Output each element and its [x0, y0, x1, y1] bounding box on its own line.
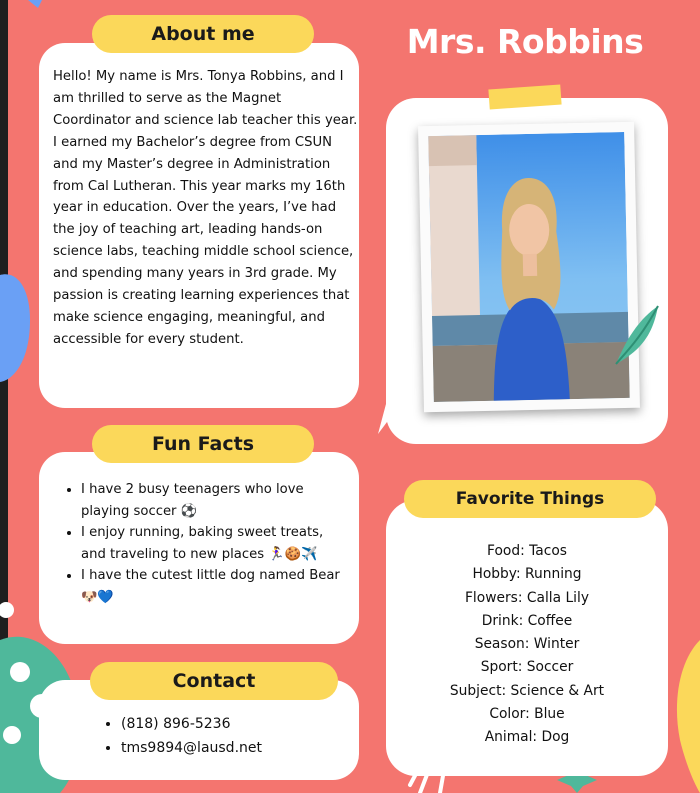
favorite-subject: Subject: Science & Art	[449, 682, 605, 699]
fun-facts-heading-pill	[92, 425, 314, 463]
card-tail	[370, 400, 410, 440]
yellow-blob-right	[677, 640, 700, 793]
page-title: Mrs. Robbins	[406, 22, 644, 61]
list-item: • I have 2 busy teenagers who love playing soccer ⚽	[81, 479, 347, 522]
contact-phone: • (818) 896-5236	[121, 712, 333, 736]
white-dot	[0, 602, 14, 618]
blue-blob	[0, 274, 30, 382]
favorite-hobby: Hobby: Running	[472, 566, 582, 583]
favorite-flowers: Flowers: Calla Lily	[465, 589, 589, 606]
contact-list	[103, 712, 333, 760]
about-heading-pill	[92, 15, 314, 53]
blue-corner	[28, 0, 42, 8]
favorite-animal: Animal: Dog	[484, 729, 570, 746]
fun-facts-list	[63, 479, 347, 609]
portrait-photo-icon	[428, 132, 630, 402]
favorite-food: Food: Tacos	[487, 543, 567, 559]
favorites-list	[386, 540, 668, 750]
list-item: • I have the cutest little dog named Bear 🐶💙	[81, 565, 347, 608]
favorite-season: Season: Winter	[474, 636, 580, 653]
list-item: • I enjoy running, baking sweet treats, and traveling to new places 🏃‍♀️🍪✈️	[81, 522, 347, 565]
favorite-drink: Drink: Coffee	[481, 612, 573, 629]
about-heading: About me	[151, 23, 255, 45]
fun-facts-heading: Fun Facts	[151, 433, 255, 455]
contact-heading-pill	[90, 662, 338, 700]
favorites-heading: Favorite Things	[455, 489, 605, 509]
contact-email[interactable]: • tms9894@lausd.net	[121, 736, 333, 760]
favorites-heading-pill	[404, 480, 656, 518]
contact-heading: Contact	[172, 670, 256, 692]
about-text: Hello! My name is Mrs. Tonya Robbins, and I am thrilled to serve as the Magnet Coordinator and science lab teacher this year. I earned my Bachelor’s degree from CSUN and my Master’s degree in Administration from Cal Lutheran. This year marks my 16th year in education. Over the years, I’ve had the joy of teaching art, leading hands-on science labs, teaching middle school science, and spending many years in 3rd grade. My passion is creating learning experiences that make science engaging, meaningful, and accessible for every student.	[53, 69, 358, 347]
white-dot	[3, 726, 21, 744]
favorite-sport: Sport: Soccer	[480, 659, 574, 676]
leaf-icon	[608, 300, 664, 370]
favorite-color: Color: Blue	[489, 706, 565, 723]
white-dot	[10, 662, 30, 682]
photo-frame	[418, 122, 640, 412]
